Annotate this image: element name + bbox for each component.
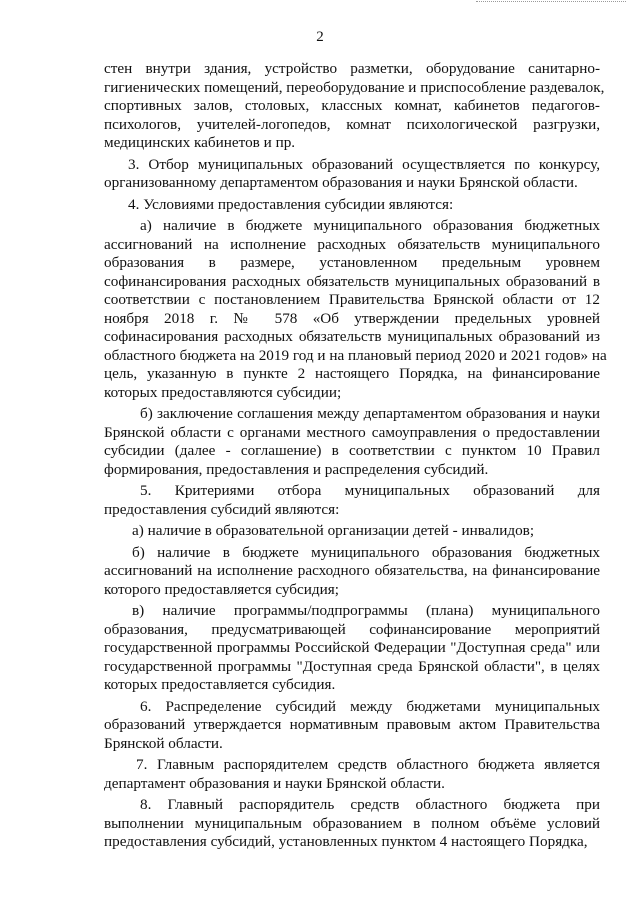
text-line: софинансирования расходных обязательств муниципальных образований в	[104, 272, 600, 290]
paragraph	[104, 196, 600, 215]
paragraph	[104, 796, 600, 852]
paragraph	[104, 602, 600, 695]
text-line: Брянской области с органами местного самоуправления о предоставлении	[104, 423, 600, 441]
text-line: спортивных залов, столовых, классных комнат, кабинетов педагогов-	[104, 97, 600, 114]
paragraph	[104, 60, 605, 153]
paragraph	[104, 405, 600, 479]
text-line: а) наличие в образовательной организации детей - инвалидов;	[132, 522, 535, 539]
text-line: гигиенических помещений, переоборудование и приспособление раздевалок,	[104, 78, 605, 96]
text-line: 6. Распределение субсидий между бюджетами муниципальных	[140, 697, 600, 715]
text-line: соответствии с постановлением Правительства Брянской области от 12	[104, 291, 600, 308]
text-line: 5. Критериями отбора муниципальных образований для	[140, 482, 600, 499]
text-line: б) наличие в бюджете муниципального образования бюджетных	[132, 543, 600, 561]
text-line: Брянской области.	[104, 734, 223, 752]
scan-edge-mark	[476, 1, 626, 4]
page-number: 2	[316, 29, 324, 45]
text-line: государственной программы "Доступная среда Брянской области", в целях	[104, 657, 600, 675]
paragraph	[104, 522, 600, 541]
text-line: в) наличие программы/подпрограммы (плана) муниципального	[132, 602, 600, 619]
text-line: образования в размере, установленном предельным уровнем	[104, 254, 600, 271]
text-line: 8. Главный распорядитель средств областного бюджета при	[140, 796, 600, 813]
text-line: которого предоставляется субсидия;	[104, 580, 339, 598]
text-line: медицинских кабинетов и пр.	[104, 134, 296, 151]
text-line: которых предоставляется субсидия.	[104, 676, 336, 693]
text-line: выполнении муниципальным образованием в полном объёме условий	[104, 814, 600, 832]
text-line: предоставления субсидий являются:	[104, 500, 340, 518]
paragraph	[104, 217, 607, 402]
text-line: формирования, предоставления и распределения субсидий.	[104, 460, 489, 478]
text-line: которых предоставляются субсидии;	[104, 383, 342, 401]
text-line: стен внутри здания, устройство разметки, оборудование санитарно-	[104, 60, 600, 77]
paragraph	[104, 756, 600, 793]
text-line: 7. Главным распорядителем средств областного бюджета является	[136, 756, 600, 773]
paragraph	[104, 156, 600, 193]
text-line: департамент образования и науки Брянской области.	[104, 774, 445, 792]
text-line: ассигнований на исполнение расходных обязательств муниципального	[104, 235, 600, 253]
text-line: б) заключение соглашения между департаментом образования и науки	[140, 405, 600, 422]
text-line: 4. Условиями предоставления субсидии являются:	[128, 195, 454, 213]
paragraph	[104, 544, 600, 600]
text-line: предоставления субсидий, установленных пунктом 4 настоящего Порядка,	[104, 833, 588, 850]
text-line: психологов, учителей-логопедов, комнат психологической разгрузки,	[104, 115, 600, 133]
paragraph	[104, 482, 600, 519]
text-line: цель, указанную в пункте 2 настоящего Порядка, на финансирование	[104, 365, 600, 382]
text-line: государственной программы Российской Федерации "Доступная среда" или	[104, 639, 600, 656]
text-line: образования, предусматривающей софинансирование мероприятий	[104, 620, 600, 638]
text-line: а) наличие в бюджете муниципального образования бюджетных	[140, 217, 600, 234]
text-line: организованному департаментом образования и науки Брянской области.	[104, 174, 578, 191]
text-line: софинасирования расходных обязательств муниципальных образований из	[104, 328, 600, 345]
text-line: образований утверждается нормативным правовым актом Правительства	[104, 716, 600, 733]
document-body	[104, 60, 607, 852]
text-line: областного бюджета на 2019 год и на плановый период 2020 и 2021 годов» на	[104, 346, 607, 364]
paragraph	[104, 698, 600, 754]
text-line: ассигнований на исполнение расходного обязательства, на финансирование	[104, 562, 600, 579]
text-line: ноября 2018 г. № 578 «Об утверждении предельных уровней	[104, 309, 600, 327]
text-line: 3. Отбор муниципальных образований осуществляется по конкурсу,	[128, 155, 600, 173]
text-line: субсидии (далее - соглашение) в соответствии с пунктом 10 Правил	[104, 442, 600, 459]
